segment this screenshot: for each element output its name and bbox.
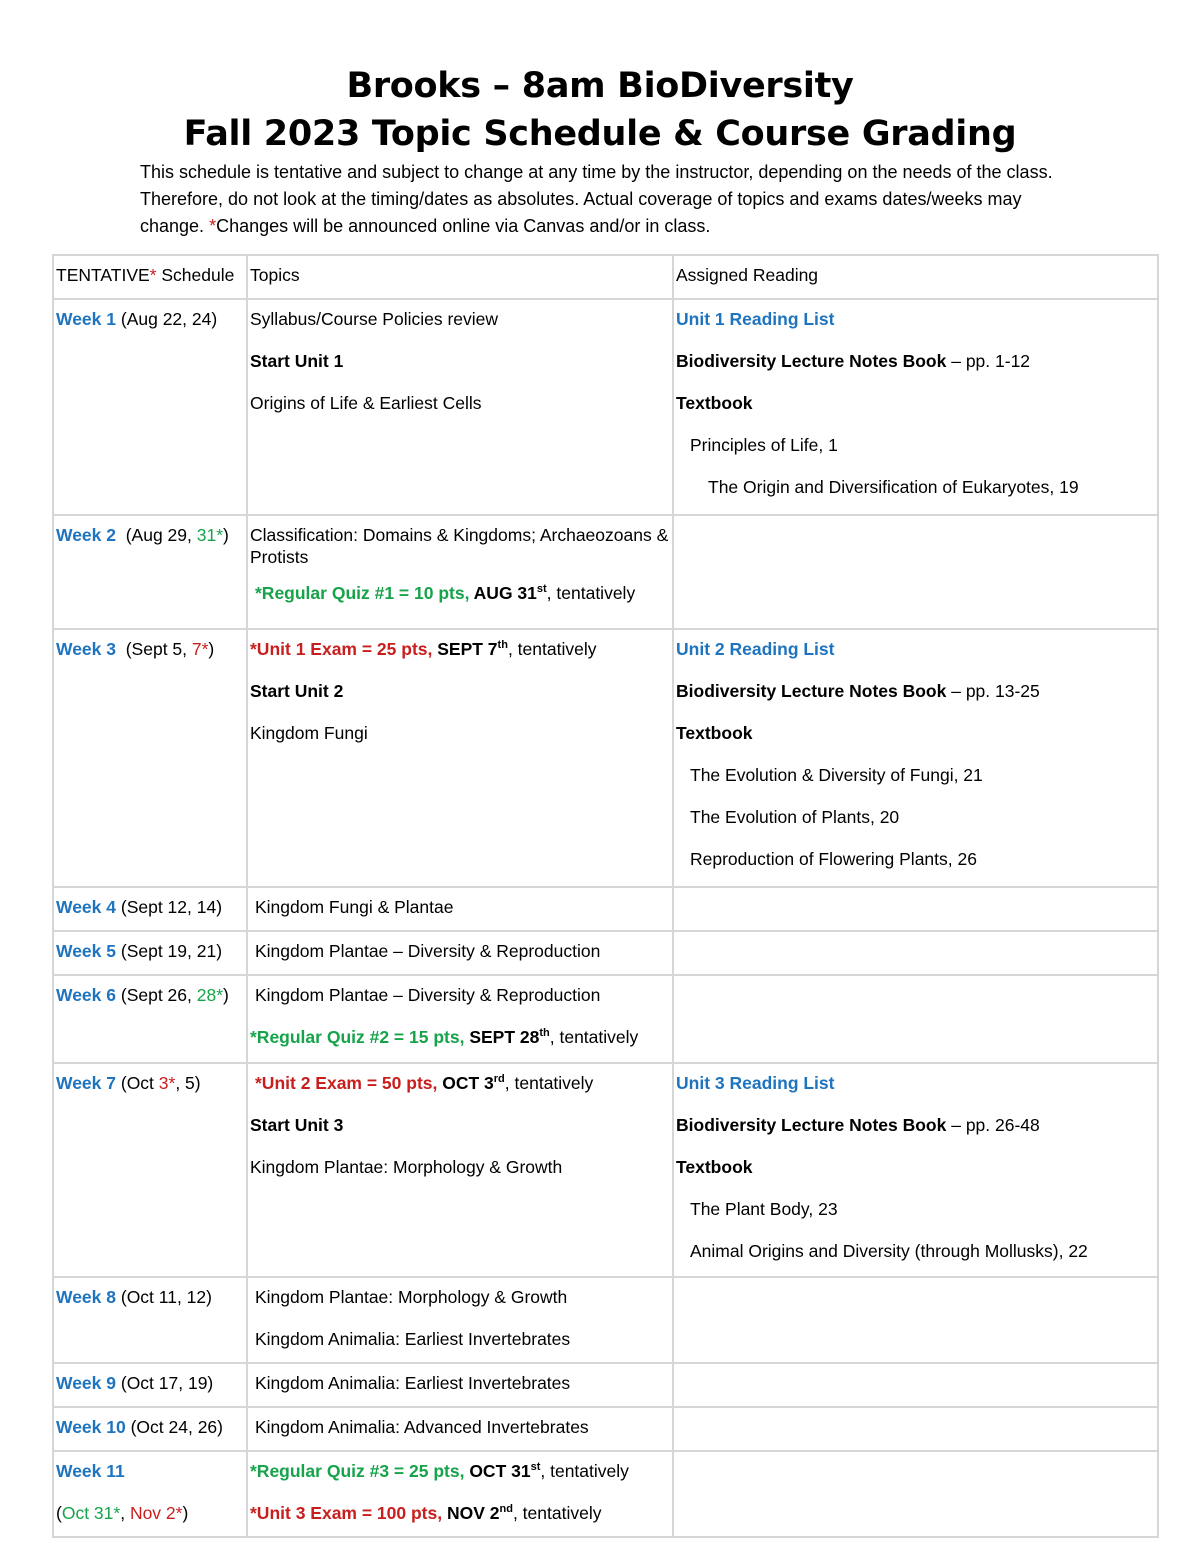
header-reading: Assigned Reading (673, 255, 1158, 299)
disclaimer-asterisk: * (209, 216, 217, 236)
ordinal-suffix: st (530, 1461, 541, 1474)
topic-item: Syllabus/Course Policies review (250, 309, 499, 329)
exam-date: Nov 2* (129, 1503, 183, 1523)
reading-cell (673, 1451, 1158, 1537)
topics-cell (247, 515, 673, 629)
textbook-chapter: The Evolution of Plants, 20 (690, 807, 900, 827)
quiz-date: Oct 31* (61, 1503, 121, 1523)
textbook-chapter: The Evolution & Diversity of Fungi, 21 (690, 765, 983, 785)
quiz-info: *Regular Quiz #2 = 15 pts, (250, 1027, 465, 1047)
document-title: Brooks – 8am BioDiversity (346, 66, 854, 106)
week-label: Week 6 (56, 985, 116, 1005)
book-pages: – pp. 26-48 (946, 1115, 1040, 1135)
week-dates: (Aug 22, 24) (116, 309, 218, 329)
week-cell (53, 1063, 247, 1277)
document-subtitle: Fall 2023 Topic Schedule & Course Grading (183, 114, 1017, 154)
week-label: Week 3 (56, 639, 116, 659)
week-cell (53, 1407, 247, 1451)
topic-item: Kingdom Fungi (250, 723, 368, 743)
topics-cell (247, 887, 673, 931)
week-cell (53, 887, 247, 931)
topics-cell (247, 1451, 673, 1537)
topics-cell (247, 975, 673, 1063)
textbook-label: Textbook (676, 1157, 753, 1177)
book-pages: – pp. 1-12 (946, 351, 1031, 371)
week-label: Week 11 (56, 1461, 125, 1481)
tentative-note: , tentatively (512, 1503, 602, 1523)
lecture-notes-book: Biodiversity Lecture Notes Book (676, 681, 947, 701)
textbook-chapter: Animal Origins and Diversity (through Mollusks), 22 (690, 1241, 1088, 1261)
reading-cell (673, 299, 1158, 515)
week-label: Week 4 (56, 897, 116, 917)
ordinal-suffix: st (536, 583, 547, 596)
topics-cell (247, 931, 673, 975)
week-label: Week 1 (56, 309, 116, 329)
table-row (53, 931, 1158, 975)
ordinal-suffix: th (539, 1027, 550, 1040)
week-cell (53, 1451, 247, 1537)
topics-cell (247, 1363, 673, 1407)
reading-list-link[interactable]: Unit 3 Reading List (676, 1073, 835, 1093)
quiz-info: *Regular Quiz #3 = 25 pts, (250, 1461, 465, 1481)
quiz-date-text: AUG 31 (469, 583, 537, 603)
week-dates: (Oct 24, 26) (125, 1417, 223, 1437)
quiz-info: *Regular Quiz #1 = 10 pts, (255, 583, 470, 603)
week-label: Week 5 (56, 941, 116, 961)
week-dates: (Sept 26, (116, 985, 197, 1005)
table-header-row (53, 255, 1158, 299)
tentative-note: , tentatively (546, 583, 636, 603)
schedule-disclaimer (140, 159, 1070, 240)
exam-date-text: OCT 3 (437, 1073, 494, 1093)
topic-item: Kingdom Animalia: Earliest Invertebrates (255, 1329, 571, 1349)
tentative-note: , tentatively (540, 1461, 629, 1481)
week-cell (53, 975, 247, 1063)
week-dates-end: ) (182, 1503, 189, 1523)
week-cell (53, 931, 247, 975)
table-row (53, 1277, 1158, 1363)
week-cell (53, 629, 247, 887)
exam-date: 3* (158, 1073, 176, 1093)
topic-item: Kingdom Animalia: Advanced Invertebrates (255, 1417, 589, 1437)
lecture-notes-book: Biodiversity Lecture Notes Book (676, 351, 947, 371)
topics-cell (247, 629, 673, 887)
exam-date-text: NOV 2 (442, 1503, 500, 1523)
week-dates-end: ) (223, 525, 229, 545)
tentative-note: , tentatively (549, 1027, 639, 1047)
topic-item: Kingdom Plantae: Morphology & Growth (255, 1287, 568, 1307)
textbook-chapter: The Origin and Diversification of Eukaryotes, 19 (708, 477, 1079, 497)
book-pages: – pp. 13-25 (946, 681, 1040, 701)
topic-item: Kingdom Animalia: Earliest Invertebrates (255, 1373, 571, 1393)
quiz-date: 28* (196, 985, 224, 1005)
unit-start: Start Unit 3 (250, 1115, 344, 1135)
reading-cell (673, 931, 1158, 975)
lecture-notes-book: Biodiversity Lecture Notes Book (676, 1115, 947, 1135)
exam-info: *Unit 1 Exam = 25 pts, (250, 639, 433, 659)
topics-cell (247, 299, 673, 515)
reading-cell (673, 515, 1158, 629)
week-label: Week 8 (56, 1287, 116, 1307)
exam-info: *Unit 2 Exam = 50 pts, (255, 1073, 438, 1093)
table-row (53, 1363, 1158, 1407)
week-label: Week 7 (56, 1073, 116, 1093)
schedule-table (52, 254, 1159, 1538)
week-dates: (Sept 19, 21) (116, 941, 223, 961)
reading-list-link[interactable]: Unit 1 Reading List (676, 309, 835, 329)
topic-item: Classification: Domains & Kingdoms; Archaeozoans & Protists (250, 525, 669, 567)
table-row (53, 1063, 1158, 1277)
week-dates-end: , 5) (175, 1073, 201, 1093)
week-dates: ( (56, 1503, 62, 1523)
quiz-date-text: OCT 31 (464, 1461, 531, 1481)
tentative-note: , tentatively (507, 639, 597, 659)
table-row (53, 1451, 1158, 1537)
header-label-2: Schedule (156, 265, 235, 285)
header-topics: Topics (247, 255, 673, 299)
header-label: TENTATIVE (56, 265, 150, 285)
unit-start: Start Unit 2 (250, 681, 344, 701)
week-dates: (Oct (116, 1073, 159, 1093)
reading-cell (673, 1063, 1158, 1277)
week-dates-end: ) (223, 985, 229, 1005)
ordinal-suffix: nd (499, 1503, 513, 1516)
tentative-note: , tentatively (504, 1073, 594, 1093)
reading-list-link[interactable]: Unit 2 Reading List (676, 639, 835, 659)
textbook-chapter: Reproduction of Flowering Plants, 26 (690, 849, 977, 869)
week-cell (53, 1363, 247, 1407)
header-asterisk: * (149, 265, 157, 285)
table-row (53, 975, 1158, 1063)
quiz-date-text: SEPT 28 (464, 1027, 540, 1047)
week-cell (53, 1277, 247, 1363)
textbook-chapter: The Plant Body, 23 (690, 1199, 838, 1219)
reading-cell (673, 887, 1158, 931)
date-separator: , (120, 1503, 130, 1523)
topics-cell (247, 1407, 673, 1451)
week-dates: (Oct 11, 12) (116, 1287, 212, 1307)
textbook-chapter: Principles of Life, 1 (690, 435, 838, 455)
reading-cell (673, 1407, 1158, 1451)
week-label: Week 2 (56, 525, 116, 545)
table-row (53, 299, 1158, 515)
topics-cell (247, 1063, 673, 1277)
textbook-label: Textbook (676, 393, 753, 413)
unit-start: Start Unit 1 (250, 351, 344, 371)
week-cell (53, 299, 247, 515)
topic-item: Kingdom Plantae – Diversity & Reproduction (255, 941, 601, 961)
exam-info: *Unit 3 Exam = 100 pts, (250, 1503, 443, 1523)
topics-cell (247, 1277, 673, 1363)
ordinal-suffix: th (497, 639, 508, 652)
topic-item: Kingdom Plantae – Diversity & Reproduction (255, 985, 601, 1005)
reading-cell (673, 975, 1158, 1063)
topic-item: Kingdom Fungi & Plantae (255, 897, 454, 917)
week-label: Week 9 (56, 1373, 116, 1393)
header-schedule (53, 255, 247, 299)
topic-item: Origins of Life & Earliest Cells (250, 393, 482, 413)
week-cell (53, 515, 247, 629)
ordinal-suffix: rd (493, 1073, 505, 1086)
table-row (53, 887, 1158, 931)
topic-item: Kingdom Plantae: Morphology & Growth (250, 1157, 563, 1177)
reading-cell (673, 1277, 1158, 1363)
reading-cell (673, 629, 1158, 887)
quiz-date: 31* (196, 525, 224, 545)
textbook-label: Textbook (676, 723, 753, 743)
week-dates: (Sept 5, (116, 639, 192, 659)
disclaimer-text: This schedule is tentative and subject to change at any time by the instructor, depending on the needs of the class. Therefore, do not look at the timing/dates as absolutes. Actual coverage of topics and exams dates/weeks may change. (140, 162, 1053, 236)
table-row (53, 1407, 1158, 1451)
exam-date: 7* (191, 639, 209, 659)
disclaimer-text-2: Changes will be announced online via Canvas and/or in class. (216, 216, 711, 236)
table-row (53, 629, 1158, 887)
week-dates-end: ) (208, 639, 215, 659)
week-dates: (Sept 12, 14) (116, 897, 223, 917)
week-dates: (Aug 29, (116, 525, 197, 545)
table-row (53, 515, 1158, 629)
week-label: Week 10 (56, 1417, 126, 1437)
week-dates: (Oct 17, 19) (116, 1373, 214, 1393)
exam-date-text: SEPT 7 (432, 639, 498, 659)
reading-cell (673, 1363, 1158, 1407)
